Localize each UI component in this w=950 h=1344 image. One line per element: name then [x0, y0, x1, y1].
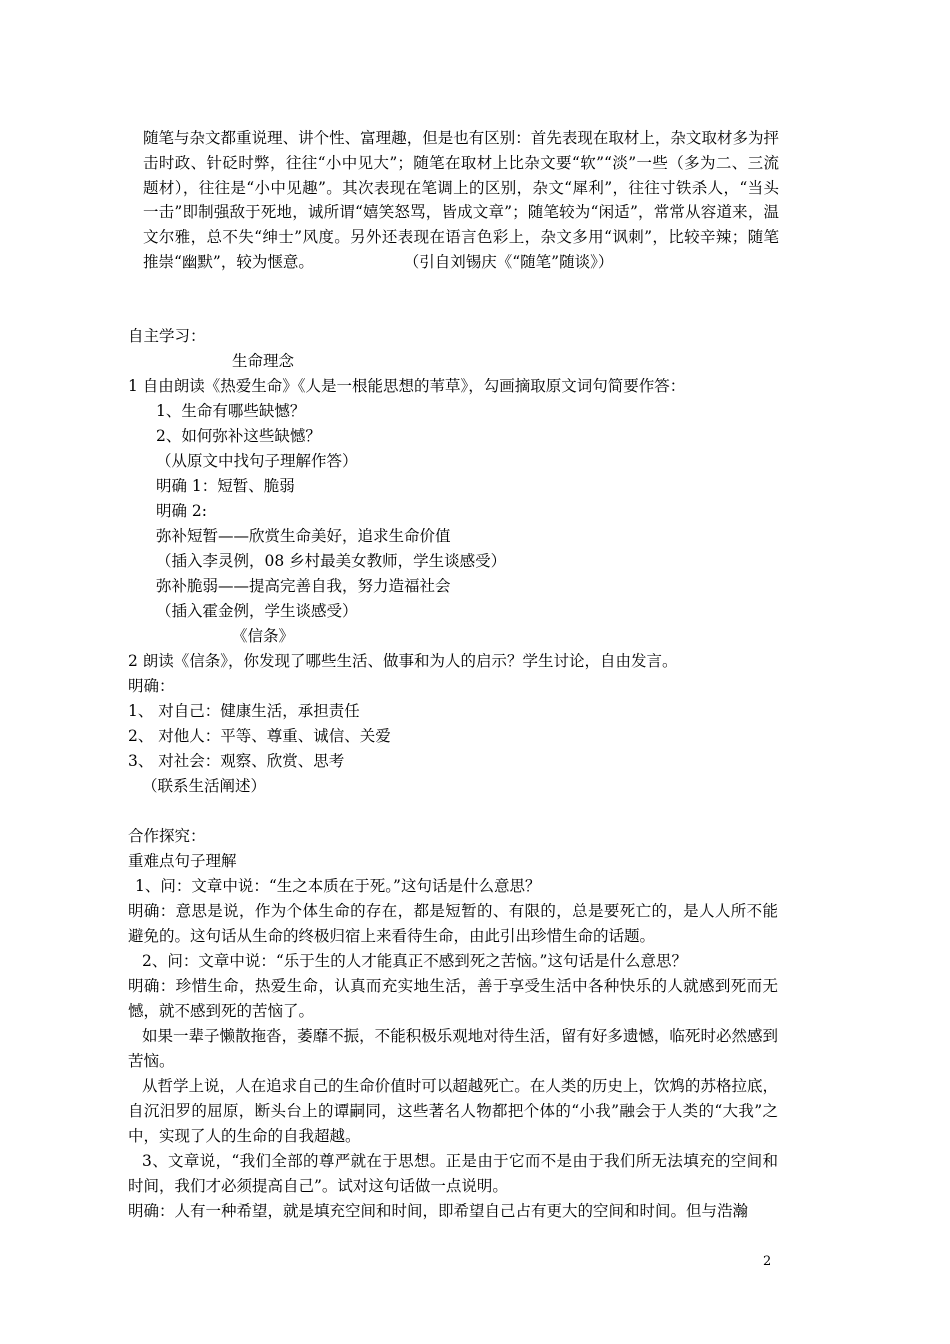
- answer-2d: （插入霍金例，学生谈感受）: [156, 602, 358, 620]
- subheading-creed: 《信条》: [232, 627, 295, 645]
- list-item: 1、 对自己：健康生活，承担责任: [128, 702, 360, 720]
- answer-2: 明确 2:: [156, 502, 208, 520]
- coop-question-3: 3、文章说，“我们全部的尊严就在于思想。正是由于它而不是由于我们所无法填充的空间和时间，我们才必须提高自己”。试对这句话做一点说明。: [128, 1152, 778, 1195]
- answer-2b: （插入李灵例，08 乡村最美女教师，学生谈感受）: [156, 552, 507, 570]
- answer-2c: 弥补脆弱——提高完善自我，努力造福社会: [156, 577, 451, 595]
- question-1: 1 自由朗读《热爱生命》《人是一根能思想的苇草》，勾画摘取原文词句简要作答：: [128, 377, 686, 395]
- life-note: （联系生活阐述）: [142, 777, 267, 795]
- coop-paragraph-4: 从哲学上说，人在追求自己的生命价值时可以超越死亡。在人类的历史上，饮鸩的苏格拉底，自沉汨罗的屈原，断头台上的谭嗣同，这些著名人物都把个体的“小我”融会于人类的“大我”之中，实现了人的生命的自我超越。: [128, 1077, 778, 1145]
- question-2: 2 朗读《信条》，你发现了哪些生活、做事和为人的启示？学生讨论，自由发言。: [128, 652, 678, 670]
- question-1-note: （从原文中找句子理解作答）: [156, 452, 358, 470]
- intro-citation: （引自刘锡庆《“随笔”随谈》）: [403, 252, 614, 271]
- subheading-life-concept: 生命理念: [232, 352, 295, 370]
- answer-1: 明确 1：短暂、脆弱: [156, 477, 295, 495]
- cooperate-heading: 合作探究：: [128, 827, 206, 845]
- coop-answer-1: 明确：意思是说，作为个体生命的存在，都是短暂的、有限的，总是要死亡的，是人人所不能避免的。这句话从生命的终极归宿上来看待生命，由此引出珍惜生命的话题。: [128, 902, 778, 945]
- question-1a: 1、生命有哪些缺憾？: [156, 402, 306, 420]
- intro-text: 随笔与杂文都重说理、讲个性、富理趣，但是也有区别：首先表现在取材上，杂文取材多为抨击时政、针砭时弊，往往“小中见大”；随笔在取材上比杂文要“软”“淡”一些（多为二、三流题材），往往是“小中见趣”。其次表现在笔调上的区别，杂文“犀利”，往往寸铁杀人，“当头一击”即制强敌于死地，诚所谓“嬉笑怒骂，皆成文章”；随笔较为“闲适”，常常从容道来，温文尔雅，总不失“绅士”风度。另外还表现在语言色彩上，杂文多用“讽刺”，比较辛辣；随笔推崇“幽默”，较为惬意。: [143, 129, 779, 271]
- coop-answer-2: 明确：珍惜生命，热爱生命，认真而充实地生活，善于享受生活中各种快乐的人就感到死而无憾，就不感到死的苦恼了。: [128, 977, 778, 1020]
- question-1b: 2、如何弥补这些缺憾？: [156, 427, 321, 445]
- page-number: 2: [763, 1254, 772, 1269]
- answer-3-label: 明确：: [128, 677, 175, 695]
- cooperate-subheading: 重难点句子理解: [128, 852, 237, 870]
- coop-paragraph-3: 如果一辈子懒散拖沓，萎靡不振，不能积极乐观地对待生活，留有好多遗憾，临死时必然感到苦恼。: [128, 1027, 778, 1070]
- intro-paragraph: [143, 126, 779, 275]
- list-item: 2、 对他人：平等、尊重、诚信、关爱: [128, 727, 391, 745]
- coop-question-2: 2、问：文章中说：“乐于生的人才能真正不感到死之苦恼。”这句话是什么意思？: [142, 952, 687, 970]
- answer-2a: 弥补短暂——欣赏生命美好，追求生命价值: [156, 527, 451, 545]
- list-item: 3、 对社会：观察、欣赏、思考: [128, 752, 345, 770]
- self-study-heading: 自主学习：: [128, 327, 206, 345]
- coop-answer-3: 明确：人有一种希望，就是填充空间和时间，即希望自己占有更大的空间和时间。但与浩瀚: [128, 1202, 749, 1220]
- coop-question-1: 1、问：文章中说：“生之本质在于死。”这句话是什么意思？: [135, 877, 541, 895]
